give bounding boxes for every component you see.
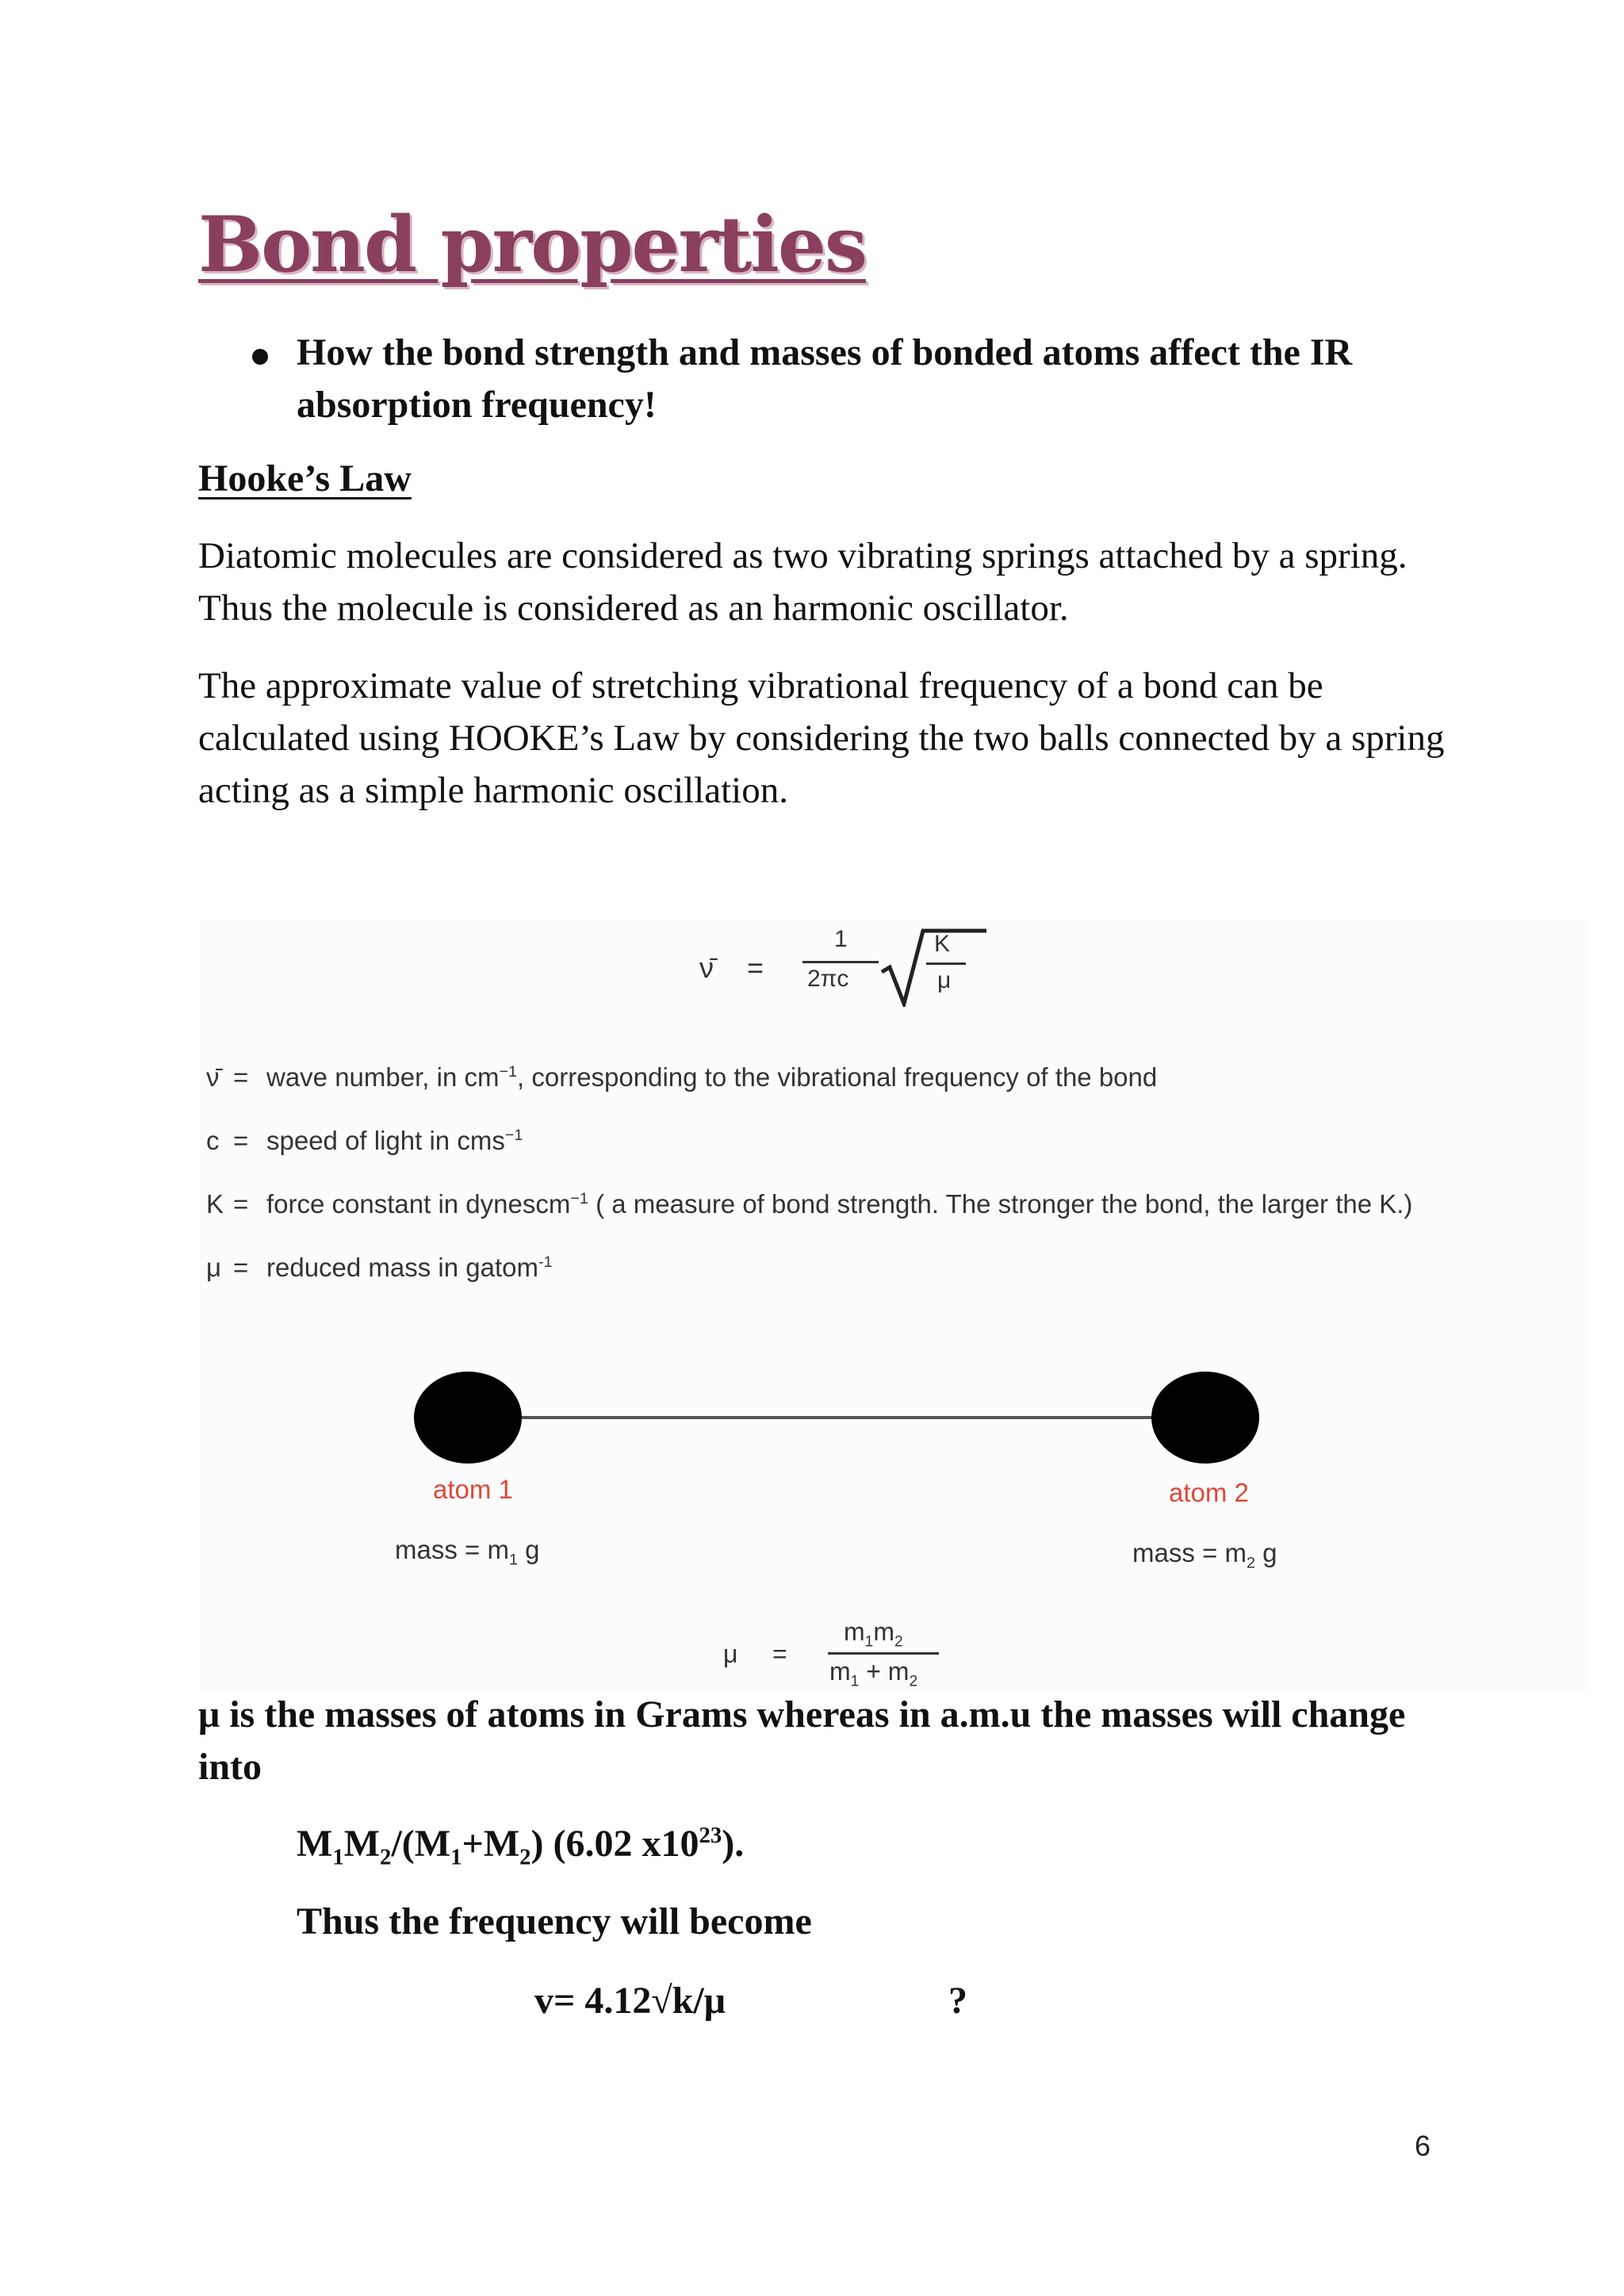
def-equals: = xyxy=(233,1126,249,1155)
page-title: Bond properties xyxy=(198,200,866,289)
num-b: m xyxy=(873,1617,894,1646)
reduced-mass-fraction-bar xyxy=(828,1652,939,1655)
def-sup: −1 xyxy=(504,1127,523,1144)
question-mark: ? xyxy=(948,1980,967,2022)
diatomic-molecule-diagram xyxy=(414,1372,1326,1490)
expr-close: ) (6.02 x10 xyxy=(530,1823,699,1865)
expr-end: ). xyxy=(722,1823,745,1865)
expr-m1: M xyxy=(297,1823,333,1865)
formula-mu: μ xyxy=(937,967,952,993)
def-text: force constant in dynescm xyxy=(266,1189,571,1219)
reduced-mass-equals: = xyxy=(772,1640,787,1668)
def-sup: −1 xyxy=(570,1190,588,1207)
atom-1-label: atom 1 xyxy=(433,1475,513,1504)
def-symbol: ν̄ xyxy=(206,1062,220,1092)
reduced-mass-denominator xyxy=(829,1657,918,1690)
num-a-sub: 1 xyxy=(864,1633,874,1651)
atom-1-ball xyxy=(414,1372,522,1464)
expr-exponent: 23 xyxy=(699,1823,722,1848)
def-text: wave number, in cm xyxy=(266,1062,500,1092)
atom-2-ball xyxy=(1151,1372,1259,1464)
reduced-mass-lhs: μ xyxy=(723,1640,738,1668)
page-number: 6 xyxy=(1415,2130,1431,2162)
formula-fraction-bar xyxy=(802,961,879,963)
expr-s2: 2 xyxy=(380,1844,392,1870)
den-b-sub: 2 xyxy=(909,1673,918,1690)
paragraph-diatomic: Diatomic molecules are considered as two vibrating springs attached by a spring. Thus the molecule is considered as an harmonic oscillator. xyxy=(198,535,1408,629)
mass-unit: g xyxy=(517,1535,540,1564)
def-symbol: μ xyxy=(206,1253,222,1282)
definition-speed-of-light xyxy=(206,1126,523,1156)
mass-text: mass = m xyxy=(1132,1538,1247,1567)
formula-inner-bar xyxy=(926,962,966,965)
formula-k: K xyxy=(934,931,951,957)
formula-denominator: 2πc xyxy=(807,966,849,992)
den-plus: + xyxy=(859,1657,888,1686)
final-equation: v= 4.12√k/μ xyxy=(534,1980,726,2022)
definition-force-constant xyxy=(206,1189,1412,1219)
num-a: m xyxy=(844,1617,865,1646)
atom-2-label: atom 2 xyxy=(1169,1478,1249,1507)
def-equals: = xyxy=(233,1062,249,1092)
formula-equals: = xyxy=(747,951,764,984)
expr-s1: 1 xyxy=(332,1844,344,1870)
den-a: m xyxy=(829,1657,851,1686)
mass-subscript: 2 xyxy=(1246,1554,1255,1572)
bullet-icon xyxy=(252,349,268,365)
expr-open: /(M xyxy=(391,1823,451,1865)
formula-lhs: ν̄ xyxy=(699,951,714,984)
thus-line: Thus the frequency will become xyxy=(297,1900,812,1942)
def-equals: = xyxy=(233,1253,249,1282)
def-sup: -1 xyxy=(538,1253,553,1271)
def-sup: −1 xyxy=(499,1063,518,1081)
bullet-text: How the bond strength and masses of bonded atoms affect the IR absorption frequency! xyxy=(297,331,1353,426)
num-b-sub: 2 xyxy=(894,1633,903,1651)
hooke-law-figure xyxy=(200,920,1588,1693)
def-text: reduced mass in gatom xyxy=(266,1253,539,1282)
mass-text: mass = m xyxy=(395,1535,509,1564)
def-symbol: c xyxy=(206,1126,220,1155)
section-heading: Hooke’s Law xyxy=(198,457,412,499)
atom-1-mass xyxy=(395,1535,540,1569)
mass-subscript: 1 xyxy=(508,1551,518,1569)
definition-reduced-mass xyxy=(206,1253,553,1283)
atom-2-mass xyxy=(1132,1538,1277,1572)
definition-wave-number xyxy=(206,1062,1157,1093)
expr-s4: 2 xyxy=(519,1844,531,1870)
expr-s3: 1 xyxy=(450,1844,462,1870)
def-equals: = xyxy=(233,1189,249,1219)
paragraph-approximation: The approximate value of stretching vibrational frequency of a bond can be calculated using HOOKE’s Law by considering the two balls connected by a spring acting as a simple harmonic oscillation. xyxy=(198,665,1445,811)
expr-m2: M xyxy=(343,1823,381,1865)
def-rest: , corresponding to the vibrational frequency of the bond xyxy=(517,1062,1158,1092)
reduced-mass-formula xyxy=(723,1617,1040,1689)
mass-unit: g xyxy=(1254,1538,1277,1567)
den-b: m xyxy=(887,1657,910,1686)
def-text: speed of light in cms xyxy=(266,1126,505,1155)
def-symbol: K xyxy=(206,1189,224,1219)
formula-numerator: 1 xyxy=(834,926,848,952)
reduced-mass-numerator xyxy=(844,1617,903,1651)
mu-statement: μ is the masses of atoms in Grams whereas in a.m.u the masses will change into xyxy=(198,1693,1406,1788)
def-rest: ( a measure of bond strength. The stronger the bond, the larger the K.) xyxy=(588,1189,1413,1219)
expr-plus: +M xyxy=(462,1823,520,1865)
frequency-formula xyxy=(699,926,1032,1013)
den-a-sub: 1 xyxy=(850,1673,860,1690)
mass-expression xyxy=(297,1822,745,1870)
